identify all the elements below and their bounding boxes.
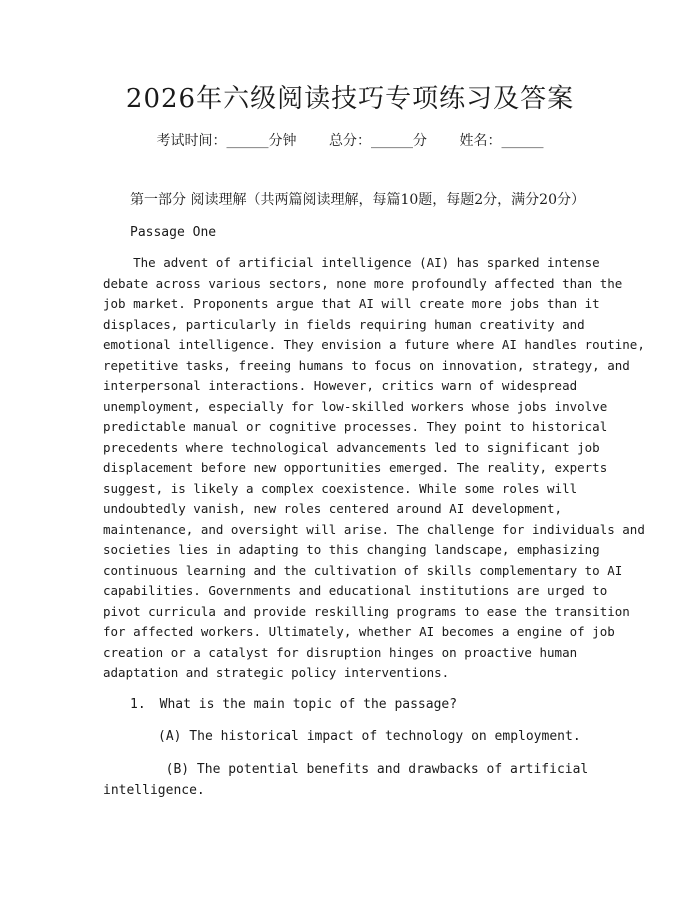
question-text: What is the main topic of the passage? — [159, 697, 458, 712]
total-score-field: 总分：______分 — [329, 133, 427, 149]
student-name-field: 姓名：______ — [459, 133, 544, 149]
section-heading: 第一部分 阅读理解（共两篇阅读理解，每篇10题，每题2分，满分20分） — [130, 192, 585, 208]
document-title: 2026年六级阅读技巧专项练习及答案 — [125, 84, 575, 114]
exam-info — [0, 131, 700, 151]
question-number: 1. — [130, 697, 146, 712]
passage-body: The advent of artificial intelligence (AI) has sparked intense debate across various sectors, none more profoundly affected than the job market. Proponents argue that AI will create more jobs than it displaces, particularly in fields requiring human creativity and emotional intelligence. They envision a future where AI handles routine, repetitive tasks, freeing humans to focus on innovation, strategy, and interpersonal interactions. However, critics warn of widespread unemployment, especially for low-skilled workers whose jobs involve predictable manual or cognitive processes. They point to historical precedents where technological advancements led to significant job displacement before new opportunities emerged. The reality, experts suggest, is likely a complex coexistence. While some roles will undoubtedly vanish, new roles centered around AI development, maintenance, and oversight will arise. The challenge for individuals and societies lies in adapting to this changing landscape, emphasizing continuous learning and the cultivation of skills complementary to AI capabilities. Governments and educational institutions are urged to pivot curricula and provide reskilling programs to ease the transition for affected workers. Ultimately, whether AI becomes a engine of job creation or a catalyst for disruption hinges on proactive human adaptation and strategic policy interventions. — [103, 255, 645, 680]
option-b: (B) The potential benefits and drawbacks of artificial intelligence. — [103, 762, 589, 798]
question-1 — [130, 695, 457, 715]
option-a: (A) The historical impact of technology on employment. — [158, 729, 581, 744]
exam-time-field: 考试时间：______分钟 — [156, 133, 297, 149]
passage-label: Passage One — [130, 225, 217, 240]
